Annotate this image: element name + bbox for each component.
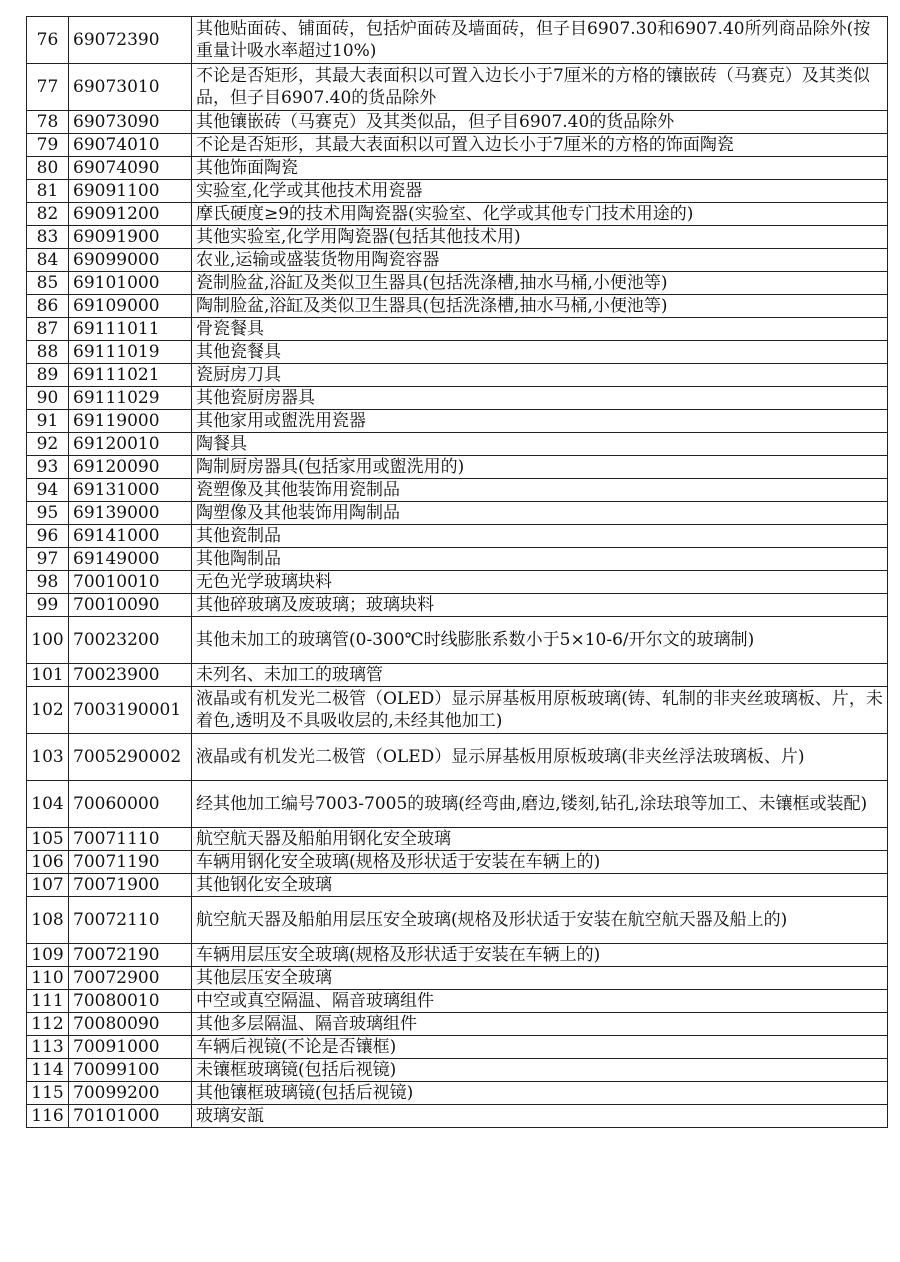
commodity-description: 摩氏硬度≥9的技术用陶瓷器(实验室、化学或其他专门技术用途的): [192, 203, 888, 226]
commodity-code: 70060000: [69, 781, 192, 828]
commodity-code: 69091100: [69, 180, 192, 203]
commodity-description: 航空航天器及船舶用钢化安全玻璃: [192, 828, 888, 851]
table-row: [27, 1105, 888, 1128]
table-row: [27, 364, 888, 387]
commodity-description: 陶制脸盆,浴缸及类似卫生器具(包括洗涤槽,抽水马桶,小便池等): [192, 295, 888, 318]
table-row: [27, 134, 888, 157]
table-row: [27, 1036, 888, 1059]
commodity-description: 未列名、未加工的玻璃管: [192, 664, 888, 687]
commodity-code: 69109000: [69, 295, 192, 318]
commodity-code: 69073010: [69, 64, 192, 111]
commodity-code: 69120090: [69, 456, 192, 479]
document-page: [26, 16, 888, 1128]
commodity-code: 70071900: [69, 874, 192, 897]
table-row: [27, 828, 888, 851]
commodity-code: 70023200: [69, 617, 192, 664]
commodity-code: 69141000: [69, 525, 192, 548]
commodity-description: 其他碎玻璃及废玻璃；玻璃块料: [192, 594, 888, 617]
row-number: 110: [27, 967, 69, 990]
commodity-code: 69074010: [69, 134, 192, 157]
row-number: 104: [27, 781, 69, 828]
commodity-code: 70101000: [69, 1105, 192, 1128]
commodity-description: 陶塑像及其他装饰用陶制品: [192, 502, 888, 525]
commodity-description: 其他未加工的玻璃管(0-300℃时线膨胀系数小于5×10-6/开尔文的玻璃制): [192, 617, 888, 664]
commodity-code: 69111029: [69, 387, 192, 410]
commodity-description: 其他镶嵌砖（马赛克）及其类似品，但子目6907.40的货品除外: [192, 111, 888, 134]
row-number: 81: [27, 180, 69, 203]
row-number: 116: [27, 1105, 69, 1128]
row-number: 106: [27, 851, 69, 874]
row-number: 84: [27, 249, 69, 272]
commodity-description: 车辆用层压安全玻璃(规格及形状适于安装在车辆上的): [192, 944, 888, 967]
row-number: 111: [27, 990, 69, 1013]
row-number: 77: [27, 64, 69, 111]
row-number: 112: [27, 1013, 69, 1036]
commodity-description: 航空航天器及船舶用层压安全玻璃(规格及形状适于安装在航空航天器及船上的): [192, 897, 888, 944]
commodity-description: 其他瓷餐具: [192, 341, 888, 364]
table-row: [27, 502, 888, 525]
row-number: 96: [27, 525, 69, 548]
table-row: [27, 874, 888, 897]
commodity-description: 经其他加工编号7003-7005的玻璃(经弯曲,磨边,镂刻,钻孔,涂珐琅等加工、未镶框或装配): [192, 781, 888, 828]
row-number: 99: [27, 594, 69, 617]
commodity-description: 中空或真空隔温、隔音玻璃组件: [192, 990, 888, 1013]
table-row: [27, 594, 888, 617]
commodity-code: 69073090: [69, 111, 192, 134]
row-number: 91: [27, 410, 69, 433]
commodity-code: 70080090: [69, 1013, 192, 1036]
table-row: [27, 1082, 888, 1105]
commodity-description: 玻璃安瓿: [192, 1105, 888, 1128]
commodity-description: 不论是否矩形，其最大表面积以可置入边长小于7厘米的方格的镶嵌砖（马赛克）及其类似品，但子目6907.40的货品除外: [192, 64, 888, 111]
table-row: [27, 944, 888, 967]
row-number: 113: [27, 1036, 69, 1059]
commodity-description: 车辆后视镜(不论是否镶框): [192, 1036, 888, 1059]
tariff-code-table: [26, 16, 888, 1128]
commodity-description: 其他陶制品: [192, 548, 888, 571]
table-row: [27, 990, 888, 1013]
commodity-description: 农业,运输或盛装货物用陶瓷容器: [192, 249, 888, 272]
commodity-code: 69111019: [69, 341, 192, 364]
table-row: [27, 387, 888, 410]
row-number: 90: [27, 387, 69, 410]
commodity-code: 70071190: [69, 851, 192, 874]
table-row: [27, 664, 888, 687]
table-row: [27, 111, 888, 134]
table-row: [27, 249, 888, 272]
commodity-code: 70010090: [69, 594, 192, 617]
commodity-code: 69101000: [69, 272, 192, 295]
table-row: [27, 226, 888, 249]
commodity-code: 70091000: [69, 1036, 192, 1059]
commodity-description: 未镶框玻璃镜(包括后视镜): [192, 1059, 888, 1082]
table-row: [27, 410, 888, 433]
row-number: 107: [27, 874, 69, 897]
table-row: [27, 1059, 888, 1082]
commodity-code: 70072900: [69, 967, 192, 990]
row-number: 82: [27, 203, 69, 226]
commodity-code: 70072110: [69, 897, 192, 944]
table-row: [27, 967, 888, 990]
row-number: 98: [27, 571, 69, 594]
commodity-description: 液晶或有机发光二极管（OLED）显示屏基板用原板玻璃(非夹丝浮法玻璃板、片): [192, 734, 888, 781]
commodity-code: 69149000: [69, 548, 192, 571]
table-row: [27, 617, 888, 664]
row-number: 76: [27, 17, 69, 64]
row-number: 115: [27, 1082, 69, 1105]
table-row: [27, 180, 888, 203]
table-row: [27, 1013, 888, 1036]
table-row: [27, 203, 888, 226]
row-number: 89: [27, 364, 69, 387]
commodity-code: 69072390: [69, 17, 192, 64]
commodity-code: 70023900: [69, 664, 192, 687]
commodity-code: 70071110: [69, 828, 192, 851]
row-number: 80: [27, 157, 69, 180]
commodity-description: 其他家用或盥洗用瓷器: [192, 410, 888, 433]
row-number: 100: [27, 617, 69, 664]
table-row: [27, 571, 888, 594]
commodity-code: 69111021: [69, 364, 192, 387]
commodity-description: 瓷厨房刀具: [192, 364, 888, 387]
row-number: 93: [27, 456, 69, 479]
table-row: [27, 548, 888, 571]
row-number: 92: [27, 433, 69, 456]
row-number: 102: [27, 687, 69, 734]
table-row: [27, 341, 888, 364]
commodity-description: 其他饰面陶瓷: [192, 157, 888, 180]
table-row: [27, 851, 888, 874]
commodity-code: 70072190: [69, 944, 192, 967]
commodity-description: 不论是否矩形，其最大表面积以可置入边长小于7厘米的方格的饰面陶瓷: [192, 134, 888, 157]
commodity-code: 70099200: [69, 1082, 192, 1105]
row-number: 109: [27, 944, 69, 967]
row-number: 79: [27, 134, 69, 157]
row-number: 101: [27, 664, 69, 687]
commodity-description: 陶餐具: [192, 433, 888, 456]
commodity-code: 70099100: [69, 1059, 192, 1082]
row-number: 95: [27, 502, 69, 525]
commodity-code: 69074090: [69, 157, 192, 180]
row-number: 114: [27, 1059, 69, 1082]
row-number: 87: [27, 318, 69, 341]
commodity-code: 69099000: [69, 249, 192, 272]
row-number: 108: [27, 897, 69, 944]
table-row: [27, 781, 888, 828]
commodity-description: 其他实验室,化学用陶瓷器(包括其他技术用): [192, 226, 888, 249]
row-number: 97: [27, 548, 69, 571]
commodity-description: 其他钢化安全玻璃: [192, 874, 888, 897]
commodity-description: 瓷制脸盆,浴缸及类似卫生器具(包括洗涤槽,抽水马桶,小便池等): [192, 272, 888, 295]
commodity-code: 69119000: [69, 410, 192, 433]
table-row: [27, 295, 888, 318]
table-row: [27, 456, 888, 479]
table-row: [27, 687, 888, 734]
commodity-code: 70010010: [69, 571, 192, 594]
commodity-description: 实验室,化学或其他技术用瓷器: [192, 180, 888, 203]
commodity-description: 其他贴面砖、铺面砖，包括炉面砖及墙面砖，但子目6907.30和6907.40所列商品除外(按重量计吸水率超过10%): [192, 17, 888, 64]
commodity-description: 其他多层隔温、隔音玻璃组件: [192, 1013, 888, 1036]
commodity-description: 陶制厨房器具(包括家用或盥洗用的): [192, 456, 888, 479]
commodity-description: 车辆用钢化安全玻璃(规格及形状适于安装在车辆上的): [192, 851, 888, 874]
row-number: 85: [27, 272, 69, 295]
commodity-description: 其他层压安全玻璃: [192, 967, 888, 990]
commodity-code: 69111011: [69, 318, 192, 341]
row-number: 88: [27, 341, 69, 364]
commodity-code: 69120010: [69, 433, 192, 456]
row-number: 83: [27, 226, 69, 249]
row-number: 103: [27, 734, 69, 781]
commodity-code: 69091900: [69, 226, 192, 249]
commodity-description: 瓷塑像及其他装饰用瓷制品: [192, 479, 888, 502]
commodity-code: 7003190001: [69, 687, 192, 734]
commodity-code: 70080010: [69, 990, 192, 1013]
table-row: [27, 157, 888, 180]
table-row: [27, 897, 888, 944]
table-body: [27, 17, 888, 1128]
table-row: [27, 318, 888, 341]
commodity-description: 其他镶框玻璃镜(包括后视镜): [192, 1082, 888, 1105]
table-row: [27, 272, 888, 295]
table-row: [27, 734, 888, 781]
table-row: [27, 64, 888, 111]
row-number: 105: [27, 828, 69, 851]
commodity-description: 液晶或有机发光二极管（OLED）显示屏基板用原板玻璃(铸、轧制的非夹丝玻璃板、片，未着色,透明及不具吸收层的,未经其他加工): [192, 687, 888, 734]
row-number: 94: [27, 479, 69, 502]
commodity-description: 其他瓷厨房器具: [192, 387, 888, 410]
commodity-code: 7005290002: [69, 734, 192, 781]
table-row: [27, 525, 888, 548]
commodity-code: 69091200: [69, 203, 192, 226]
table-row: [27, 433, 888, 456]
row-number: 78: [27, 111, 69, 134]
table-row: [27, 17, 888, 64]
row-number: 86: [27, 295, 69, 318]
commodity-description: 无色光学玻璃块料: [192, 571, 888, 594]
commodity-code: 69131000: [69, 479, 192, 502]
commodity-description: 其他瓷制品: [192, 525, 888, 548]
table-row: [27, 479, 888, 502]
commodity-code: 69139000: [69, 502, 192, 525]
commodity-description: 骨瓷餐具: [192, 318, 888, 341]
